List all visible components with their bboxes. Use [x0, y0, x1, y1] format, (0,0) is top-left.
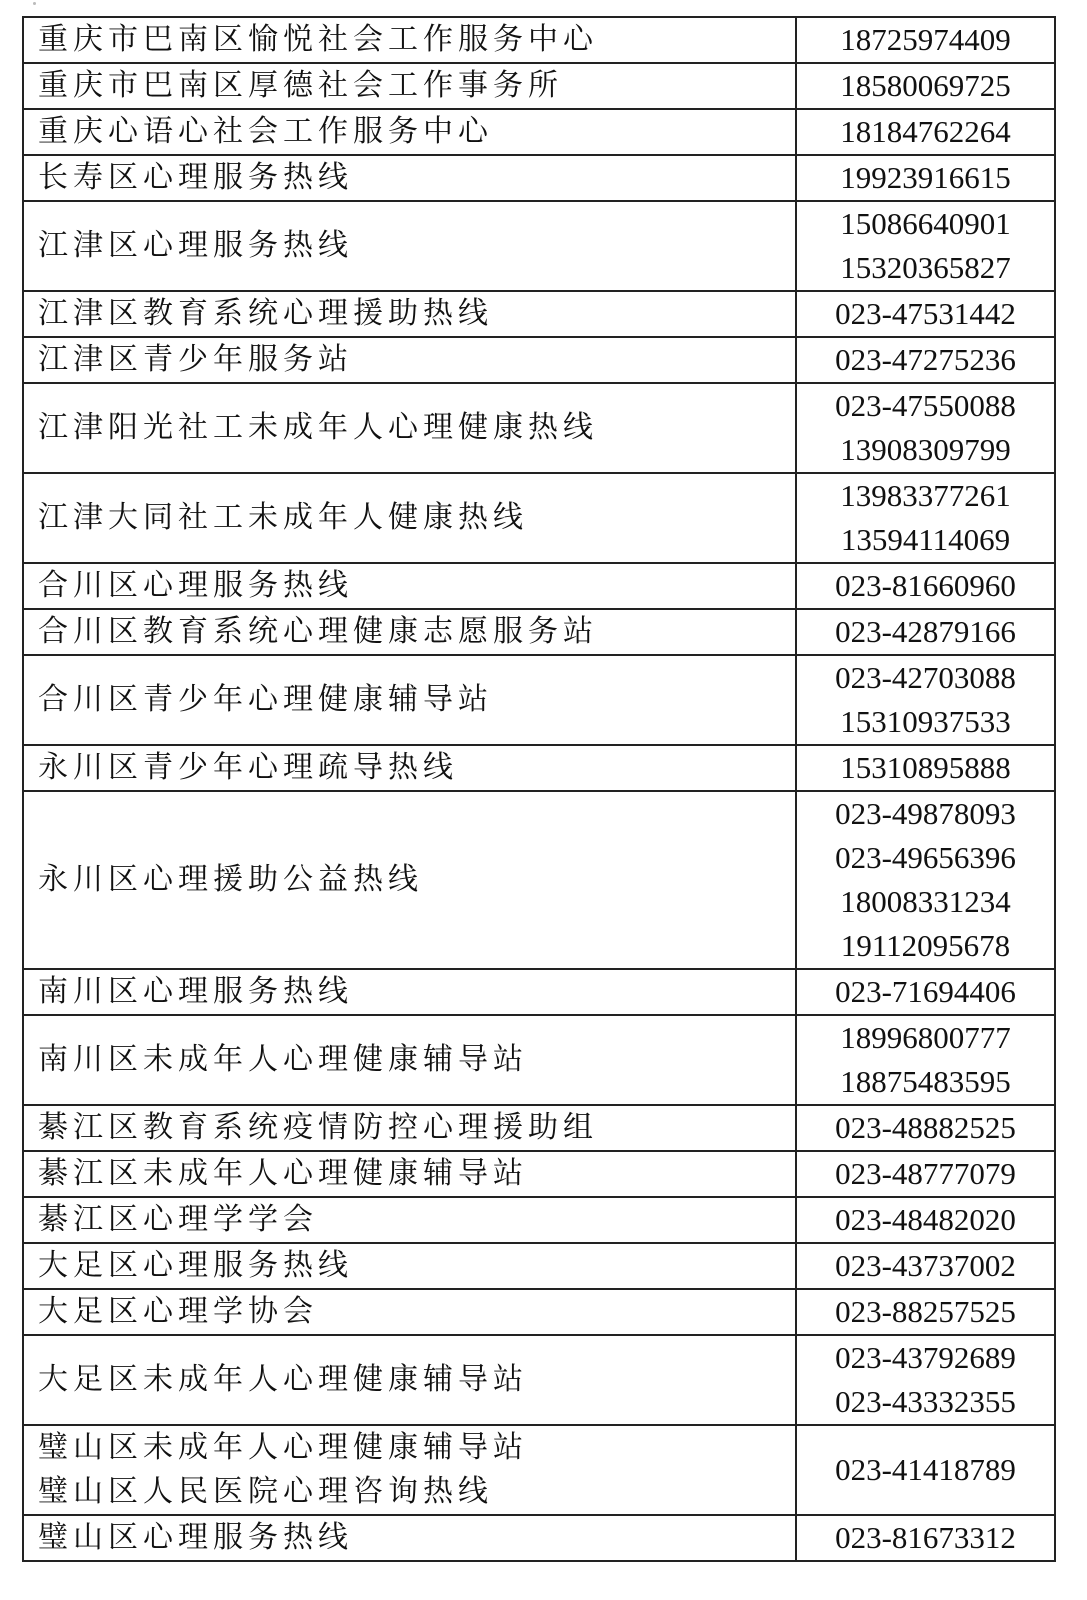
- organization-name: 大足区心理学协会: [38, 1294, 318, 1329]
- organization-name: 合川区心理服务热线: [38, 568, 353, 603]
- phone-number: 023-42703088: [835, 660, 1016, 695]
- table-row: [23, 1015, 1055, 1105]
- table-row: [23, 969, 1055, 1015]
- organization-name-cell: [23, 291, 796, 337]
- table-row: [23, 383, 1055, 473]
- organization-name-cell: [23, 1515, 796, 1561]
- phone-number: 13594114069: [840, 522, 1011, 557]
- phone-number: 023-47275236: [835, 342, 1016, 377]
- organization-name-cell: [23, 655, 796, 745]
- phone-cell: [796, 1151, 1055, 1197]
- phone-cell: [796, 1289, 1055, 1335]
- phone-number: 023-43792689: [835, 1340, 1016, 1375]
- scan-speck: [33, 2, 36, 5]
- phone-number: 023-43332355: [835, 1384, 1016, 1419]
- phone-cell: [796, 791, 1055, 969]
- table-row: [23, 473, 1055, 563]
- hotline-table: [22, 16, 1056, 1562]
- organization-name-cell: [23, 1335, 796, 1425]
- organization-name: 重庆市巴南区厚德社会工作事务所: [38, 68, 563, 103]
- organization-name-cell: [23, 201, 796, 291]
- table-row: [23, 745, 1055, 791]
- organization-name: 江津区青少年服务站: [38, 342, 353, 377]
- phone-number: 023-47531442: [835, 296, 1016, 331]
- phone-number: 19112095678: [840, 928, 1011, 963]
- table-row: [23, 1197, 1055, 1243]
- phone-cell: [796, 337, 1055, 383]
- organization-name-cell: [23, 63, 796, 109]
- phone-number: 15310937533: [840, 704, 1011, 739]
- phone-number: 023-71694406: [835, 974, 1016, 1009]
- phone-cell: [796, 201, 1055, 291]
- phone-cell: [796, 109, 1055, 155]
- phone-cell: [796, 1105, 1055, 1151]
- phone-number: 18184762264: [840, 114, 1011, 149]
- organization-name: 綦江区心理学学会: [38, 1202, 318, 1237]
- phone-cell: [796, 745, 1055, 791]
- phone-cell: [796, 655, 1055, 745]
- table-row: [23, 201, 1055, 291]
- organization-name: 江津区教育系统心理援助热线: [38, 296, 493, 331]
- table-row: [23, 1151, 1055, 1197]
- organization-name: 永川区心理援助公益热线: [38, 862, 423, 897]
- organization-name: 重庆心语心社会工作服务中心: [38, 114, 493, 149]
- organization-name-cell: [23, 383, 796, 473]
- table-row: [23, 791, 1055, 969]
- organization-name: 璧山区心理服务热线: [38, 1520, 353, 1555]
- phone-cell: [796, 63, 1055, 109]
- organization-name: 璧山区未成年人心理健康辅导站: [38, 1430, 528, 1465]
- organization-name: 长寿区心理服务热线: [38, 160, 353, 195]
- table-row: [23, 155, 1055, 201]
- organization-name-cell: [23, 1289, 796, 1335]
- hotline-table-body: [23, 17, 1055, 1561]
- table-row: [23, 563, 1055, 609]
- phone-number: 023-81673312: [835, 1520, 1016, 1555]
- phone-cell: [796, 291, 1055, 337]
- phone-number: 18008331234: [840, 884, 1011, 919]
- organization-name: 重庆市巴南区愉悦社会工作服务中心: [38, 22, 598, 57]
- organization-name: 合川区青少年心理健康辅导站: [38, 682, 493, 717]
- phone-number: 18875483595: [840, 1064, 1011, 1099]
- table-row: [23, 1335, 1055, 1425]
- organization-name-cell: [23, 1015, 796, 1105]
- phone-number: 19923916615: [840, 160, 1011, 195]
- organization-name: 江津区心理服务热线: [38, 228, 353, 263]
- phone-number: 15086640901: [840, 206, 1011, 241]
- phone-number: 18996800777: [840, 1020, 1011, 1055]
- phone-cell: [796, 1425, 1055, 1515]
- organization-name: 璧山区人民医院心理咨询热线: [38, 1474, 493, 1509]
- phone-cell: [796, 1335, 1055, 1425]
- organization-name: 大足区心理服务热线: [38, 1248, 353, 1283]
- organization-name-cell: [23, 473, 796, 563]
- phone-cell: [796, 17, 1055, 63]
- table-row: [23, 1289, 1055, 1335]
- table-row: [23, 655, 1055, 745]
- organization-name: 南川区心理服务热线: [38, 974, 353, 1009]
- phone-cell: [796, 473, 1055, 563]
- table-row: [23, 1515, 1055, 1561]
- organization-name: 綦江区教育系统疫情防控心理援助组: [38, 1110, 598, 1145]
- table-row: [23, 609, 1055, 655]
- phone-number: 023-43737002: [835, 1248, 1016, 1283]
- phone-number: 18725974409: [840, 22, 1011, 57]
- organization-name-cell: [23, 155, 796, 201]
- table-row: [23, 1243, 1055, 1289]
- phone-number: 023-81660960: [835, 568, 1016, 603]
- phone-number: 18580069725: [840, 68, 1011, 103]
- phone-number: 023-42879166: [835, 614, 1016, 649]
- table-row: [23, 291, 1055, 337]
- organization-name: 南川区未成年人心理健康辅导站: [38, 1042, 528, 1077]
- organization-name: 綦江区未成年人心理健康辅导站: [38, 1156, 528, 1191]
- organization-name-cell: [23, 1105, 796, 1151]
- phone-cell: [796, 383, 1055, 473]
- organization-name: 合川区教育系统心理健康志愿服务站: [38, 614, 598, 649]
- phone-number: 023-47550088: [835, 388, 1016, 423]
- organization-name-cell: [23, 1243, 796, 1289]
- table-row: [23, 337, 1055, 383]
- organization-name-cell: [23, 1151, 796, 1197]
- phone-number: 023-48882525: [835, 1110, 1016, 1145]
- organization-name: 江津大同社工未成年人健康热线: [38, 500, 528, 535]
- phone-cell: [796, 155, 1055, 201]
- phone-number: 15320365827: [840, 250, 1011, 285]
- table-row: [23, 1105, 1055, 1151]
- phone-cell: [796, 609, 1055, 655]
- organization-name: 大足区未成年人心理健康辅导站: [38, 1362, 528, 1397]
- phone-number: 13908309799: [840, 432, 1011, 467]
- organization-name: 江津阳光社工未成年人心理健康热线: [38, 410, 598, 445]
- phone-number: 023-41418789: [835, 1452, 1016, 1487]
- phone-cell: [796, 1197, 1055, 1243]
- organization-name-cell: [23, 109, 796, 155]
- phone-number: 023-48482020: [835, 1202, 1016, 1237]
- organization-name-cell: [23, 791, 796, 969]
- phone-cell: [796, 563, 1055, 609]
- phone-number: 023-88257525: [835, 1294, 1016, 1329]
- phone-number: 023-49656396: [835, 840, 1016, 875]
- organization-name-cell: [23, 969, 796, 1015]
- phone-cell: [796, 1015, 1055, 1105]
- organization-name-cell: [23, 337, 796, 383]
- phone-number: 15310895888: [840, 750, 1011, 785]
- organization-name-cell: [23, 745, 796, 791]
- table-row: [23, 63, 1055, 109]
- phone-number: 023-49878093: [835, 796, 1016, 831]
- organization-name-cell: [23, 609, 796, 655]
- table-row: [23, 109, 1055, 155]
- organization-name-cell: [23, 1425, 796, 1515]
- organization-name-cell: [23, 563, 796, 609]
- phone-number: 023-48777079: [835, 1156, 1016, 1191]
- table-row: [23, 1425, 1055, 1515]
- organization-name-cell: [23, 1197, 796, 1243]
- organization-name-cell: [23, 17, 796, 63]
- phone-number: 13983377261: [840, 478, 1011, 513]
- phone-cell: [796, 1243, 1055, 1289]
- phone-cell: [796, 1515, 1055, 1561]
- organization-name: 永川区青少年心理疏导热线: [38, 750, 458, 785]
- phone-cell: [796, 969, 1055, 1015]
- table-row: [23, 17, 1055, 63]
